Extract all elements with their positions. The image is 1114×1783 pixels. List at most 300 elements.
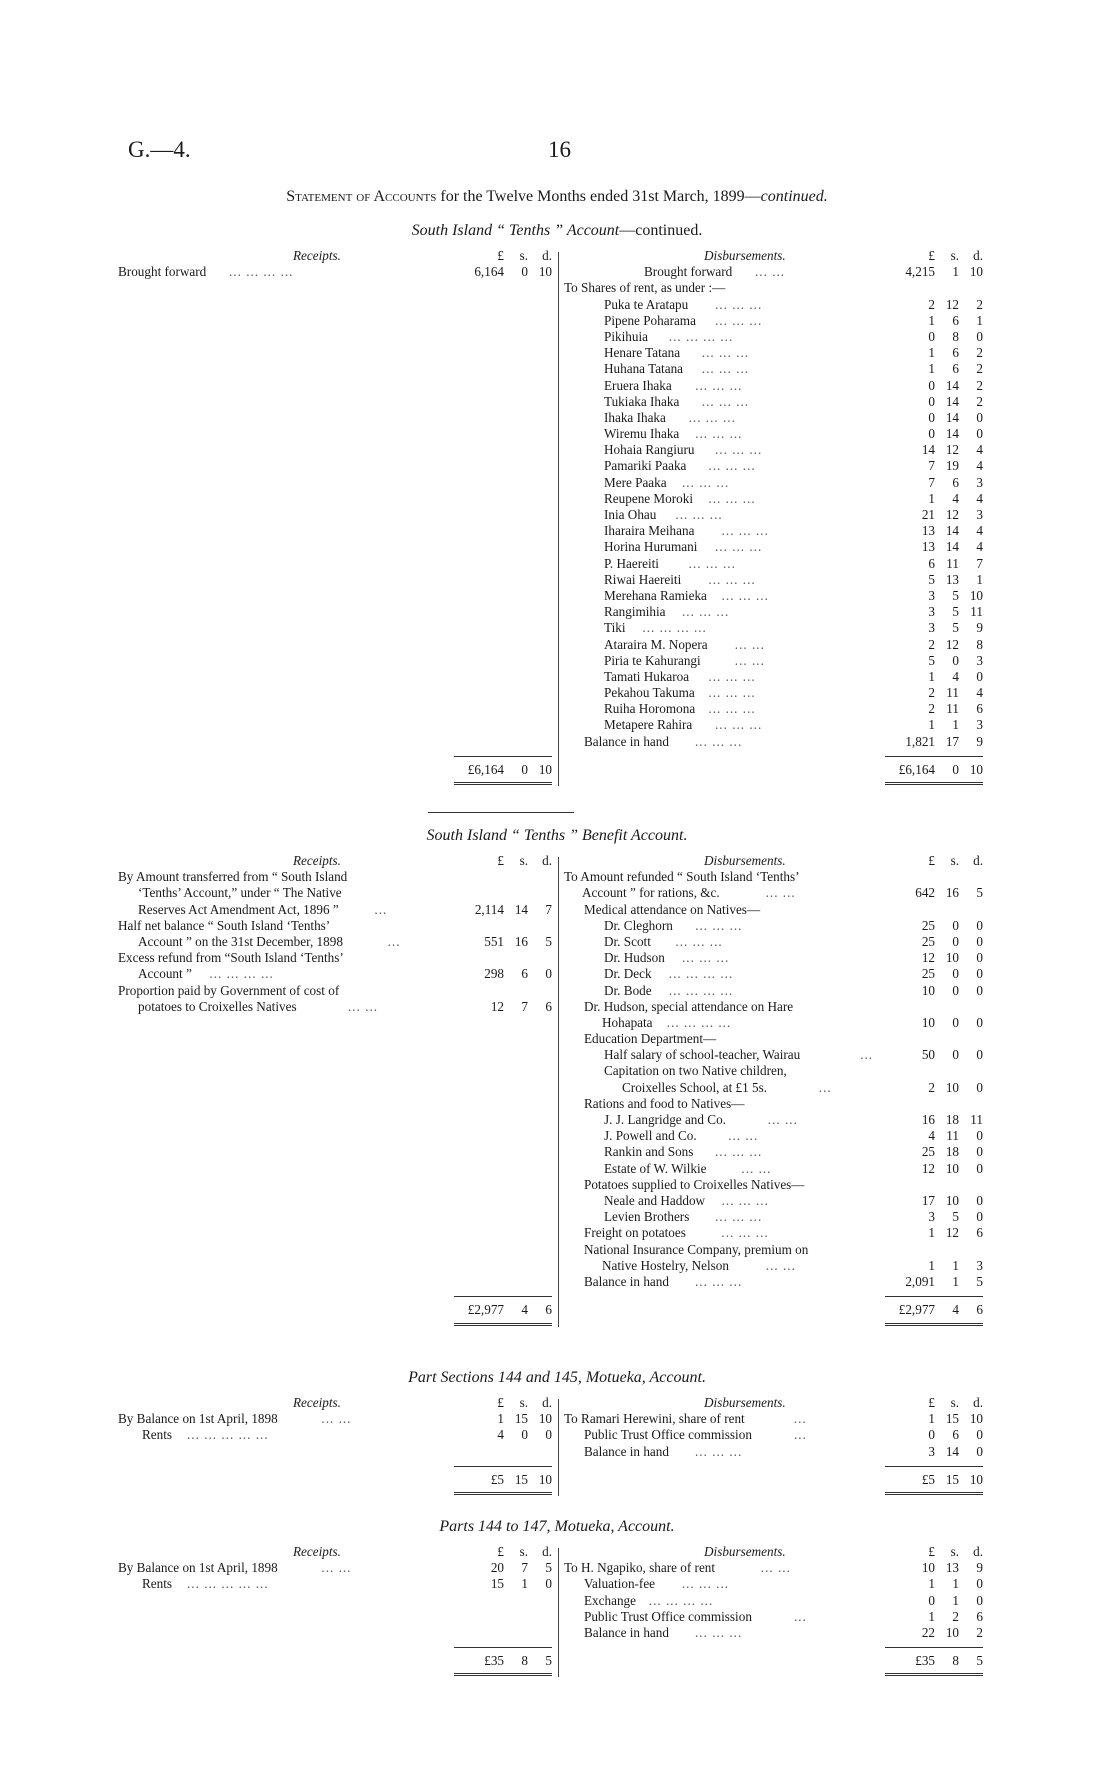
- disbursement-amount-pence: 5: [976, 1273, 983, 1289]
- currency-header-shilling: s.: [950, 1395, 959, 1410]
- disbursement-amount-shillings: 19: [945, 458, 959, 474]
- disbursement-line: [564, 869, 994, 885]
- disbursement-amount-pounds: 25: [921, 933, 935, 949]
- leader-dots: ... ... ... ...: [229, 264, 294, 280]
- disbursement-label: Rations and food to Natives—: [584, 1095, 745, 1111]
- disbursement-amount-shillings: 1: [952, 1273, 959, 1289]
- currency-header-pound: £: [928, 853, 935, 868]
- disbursement-line: [564, 1593, 994, 1609]
- disbursement-line: [564, 458, 994, 474]
- disbursement-amount-pounds: 12: [921, 950, 935, 966]
- leader-dots: ... ...: [734, 636, 765, 652]
- disbursement-amount-shillings: 15: [945, 1411, 959, 1427]
- disbursement-line: [564, 1225, 994, 1241]
- disbursements-total-pounds: £6,164: [898, 762, 935, 778]
- currency-header-pound: £: [928, 248, 935, 263]
- disbursement-label: Merehana Ramieka: [604, 587, 707, 603]
- disbursement-amount-pence: 11: [970, 604, 983, 620]
- disbursement-amount-pence: 4: [976, 539, 983, 555]
- disbursement-label: Exchange: [584, 1592, 636, 1608]
- disbursement-amount-pence: 0: [976, 1144, 983, 1160]
- double-rule: [885, 1673, 983, 1678]
- receipt-amount-pence: 0: [545, 1427, 552, 1443]
- disbursement-amount-shillings: 16: [945, 885, 959, 901]
- disbursement-line: [564, 588, 994, 604]
- section-title-main: South Island “ Tenths ” Account: [411, 222, 620, 239]
- receipt-amount-shillings: 0: [521, 264, 528, 280]
- disbursement-amount-pence: 1: [976, 312, 983, 328]
- total-rule: [454, 1296, 552, 1297]
- disbursement-line: [564, 1209, 994, 1225]
- disbursement-line: [564, 410, 994, 426]
- disbursement-amount-pence: 4: [976, 523, 983, 539]
- disbursement-line: [564, 620, 994, 636]
- disbursement-amount-shillings: 0: [952, 1014, 959, 1030]
- leader-dots: ...: [794, 1427, 807, 1443]
- receipt-amount-pence: 0: [545, 966, 552, 982]
- disbursement-amount-shillings: 10: [945, 950, 959, 966]
- disbursements-total-shillings: 4: [952, 1302, 959, 1318]
- disbursement-amount-shillings: 12: [945, 296, 959, 312]
- disbursement-label: Estate of W. Wilkie: [604, 1160, 707, 1176]
- currency-header-pence: d.: [973, 248, 983, 263]
- receipt-label: Account ” on the 31st December, 1898: [138, 933, 343, 949]
- section-title-main: South Island “ Tenths ” Benefit Account.: [426, 827, 688, 844]
- disbursements-total-row: [564, 1472, 994, 1488]
- receipts-total-pounds: £6,164: [467, 762, 504, 778]
- disbursement-line: [564, 999, 994, 1015]
- disbursement-amount-pounds: 10: [921, 982, 935, 998]
- disbursement-amount-pence: 0: [976, 1047, 983, 1063]
- disbursement-line: [564, 297, 994, 313]
- disbursement-amount-shillings: 4: [952, 490, 959, 506]
- receipts-total-pounds: £2,977: [467, 1302, 504, 1318]
- disbursement-amount-pence: 0: [976, 917, 983, 933]
- disbursement-amount-shillings: 11: [946, 555, 959, 571]
- leader-dots: ... ... ...: [675, 507, 723, 522]
- disbursement-label: Croixelles School, at £1 5s.: [622, 1079, 768, 1095]
- disbursement-line: [564, 1242, 994, 1258]
- disbursement-line: [564, 539, 994, 555]
- disbursement-line: [564, 345, 994, 361]
- disbursement-amount-pounds: 3: [928, 604, 935, 620]
- disbursements-total-row: [564, 762, 994, 778]
- disbursements-label: Disbursements.: [704, 853, 786, 868]
- disbursement-amount-shillings: 12: [945, 1225, 959, 1241]
- currency-header-shilling: s.: [519, 1395, 528, 1410]
- disbursement-amount-pounds: 10: [921, 1014, 935, 1030]
- disbursement-amount-pounds: 0: [928, 328, 935, 344]
- statement-title: [0, 188, 1114, 206]
- disbursement-amount-pounds: 1: [928, 1608, 935, 1624]
- leader-dots: ... ... ...: [695, 1624, 743, 1640]
- disbursement-label: J. J. Langridge and Co.: [604, 1112, 726, 1127]
- disbursements-header-row: [564, 853, 994, 869]
- disbursement-amount-pounds: 3: [928, 587, 935, 603]
- receipt-amount-shillings: 1: [521, 1576, 528, 1592]
- disbursement-amount-pence: 0: [976, 426, 983, 442]
- leader-dots: ... ... ...: [701, 345, 750, 361]
- disbursement-amount-shillings: 12: [945, 442, 959, 458]
- receipt-label: ‘Tenths’ Account,” under “ The Native: [138, 885, 342, 901]
- disbursement-line: [564, 1144, 994, 1160]
- disbursement-label: Henare Tatana: [604, 345, 681, 361]
- disbursement-label: National Insurance Company, premium on: [584, 1241, 809, 1257]
- receipt-amount-pounds: 1: [497, 1411, 504, 1427]
- disbursement-label: Neale and Haddow: [604, 1192, 706, 1208]
- receipt-amount-pounds: 4: [497, 1427, 504, 1443]
- disbursement-label: Puka te Aratapu: [604, 296, 689, 312]
- disbursement-label: Riwai Haereiti: [604, 571, 682, 587]
- double-rule: [454, 1323, 552, 1328]
- disbursement-amount-pence: 0: [976, 1160, 983, 1176]
- disbursement-amount-pounds: 12: [921, 1160, 935, 1176]
- disbursement-line: [564, 1444, 994, 1460]
- double-rule: [885, 1323, 983, 1328]
- disbursement-line: [564, 1031, 994, 1047]
- disbursement-amount-pence: 0: [976, 1209, 983, 1225]
- disbursement-amount-pence: 4: [976, 490, 983, 506]
- receipt-label: Account ”: [138, 966, 192, 982]
- disbursement-label: Huhana Tatana: [604, 361, 684, 377]
- disbursement-label: P. Haereiti: [604, 555, 659, 571]
- receipt-amount-pence: 5: [545, 1560, 552, 1576]
- disbursement-label: Metapere Rahira: [604, 717, 693, 733]
- disbursement-label: Horina Hurumani: [604, 539, 698, 555]
- receipts-total-pounds: £5: [490, 1471, 504, 1487]
- disbursement-amount-pence: 3: [976, 474, 983, 490]
- disbursement-line: [564, 313, 994, 329]
- disbursement-line: [564, 934, 994, 950]
- disbursements-total-pounds: £2,977: [898, 1302, 935, 1318]
- disbursement-label: Account ” for rations, &c.: [582, 885, 720, 901]
- disbursement-amount-pounds: 1,821: [905, 733, 935, 749]
- disbursement-line: [564, 523, 994, 539]
- disbursement-amount-pence: 7: [976, 555, 983, 571]
- disbursement-amount-pence: 1: [976, 571, 983, 587]
- disbursement-amount-pence: 0: [976, 328, 983, 344]
- receipt-line: [118, 950, 553, 966]
- disbursement-label: Iharaira Meihana: [604, 523, 695, 539]
- currency-header-pound: £: [497, 248, 504, 263]
- disbursement-label: Public Trust Office commission: [584, 1427, 752, 1443]
- statement-prefix: Statement of Accounts: [286, 188, 437, 205]
- leader-dots: ... ... ...: [708, 685, 756, 701]
- leader-dots: ... ... ...: [708, 490, 756, 506]
- currency-header-pound: £: [928, 1395, 935, 1410]
- leader-dots: ... ... ...: [715, 312, 763, 328]
- receipts-total-shillings: 0: [521, 762, 528, 778]
- disbursement-label: Rankin and Sons: [604, 1144, 694, 1160]
- disbursements-total-shillings: 0: [952, 762, 959, 778]
- disbursement-amount-pounds: 21: [921, 507, 935, 522]
- leader-dots: ... ... ...: [715, 1144, 763, 1160]
- receipts-column: [118, 248, 553, 778]
- disbursement-amount-pence: 10: [969, 587, 983, 603]
- disbursements-label: Disbursements.: [704, 1544, 786, 1559]
- disbursement-line: [564, 329, 994, 345]
- disbursements-total-pounds: £5: [921, 1471, 935, 1487]
- disbursement-amount-shillings: 14: [945, 426, 959, 442]
- receipts-total-shillings: 15: [514, 1471, 528, 1487]
- receipt-amount-pence: 10: [538, 264, 552, 280]
- currency-header-pound: £: [928, 1544, 935, 1559]
- disbursement-amount-pounds: 1: [928, 490, 935, 506]
- currency-header-pence: d.: [542, 1544, 552, 1559]
- receipts-column: [118, 853, 553, 1318]
- disbursement-amount-pounds: 1: [928, 717, 935, 733]
- disbursement-amount-pounds: 2: [928, 296, 935, 312]
- disbursement-amount-shillings: 0: [952, 966, 959, 982]
- disbursement-label: Dr. Hudson, special attendance on Hare: [584, 998, 794, 1014]
- disbursement-label: Hohaia Rangiuru: [604, 442, 695, 458]
- leader-dots: ... ... ...: [721, 1225, 769, 1241]
- section-title-main: Parts 144 to 147, Motueka, Account.: [439, 1518, 675, 1535]
- disbursement-amount-pence: 0: [976, 982, 983, 998]
- disbursements-label: Disbursements.: [704, 248, 786, 263]
- leader-dots: ... ... ...: [695, 733, 743, 749]
- disbursement-amount-pence: 0: [976, 409, 983, 425]
- leader-dots: ... ...: [755, 264, 786, 280]
- disbursement-amount-pence: 2: [976, 393, 983, 409]
- disbursement-line: [564, 475, 994, 491]
- disbursement-label: Valuation-fee: [584, 1576, 656, 1592]
- disbursement-amount-pence: 10: [969, 264, 983, 280]
- disbursement-label: Capitation on two Native children,: [604, 1063, 787, 1079]
- disbursements-total-pence: 10: [969, 762, 983, 778]
- column-divider: [558, 1548, 559, 1677]
- leader-dots: ... ... ...: [708, 458, 756, 474]
- disbursement-amount-pence: 0: [976, 1079, 983, 1095]
- disbursement-amount-pounds: 2: [928, 701, 935, 717]
- leader-dots: ... ... ...: [688, 555, 736, 571]
- disbursement-line: [564, 1411, 994, 1427]
- leader-dots: ... ... ...: [695, 917, 743, 933]
- disbursement-label: Levien Brothers: [604, 1209, 690, 1225]
- disbursement-amount-pence: 3: [976, 507, 983, 522]
- disbursement-amount-shillings: 2: [952, 1608, 959, 1624]
- leader-dots: ... ... ...: [715, 296, 763, 312]
- disbursement-line: [564, 966, 994, 982]
- leader-dots: ... ... ...: [695, 1273, 743, 1289]
- disbursement-amount-pence: 4: [976, 458, 983, 474]
- receipt-amount-pence: 6: [545, 998, 552, 1014]
- disbursement-label: Education Department—: [584, 1031, 717, 1047]
- disbursement-label: Ruiha Horomona: [604, 701, 696, 717]
- receipt-line: [118, 966, 553, 982]
- disbursement-label: Dr. Cleghorn: [604, 917, 673, 933]
- disbursement-amount-pounds: 13: [921, 523, 935, 539]
- receipt-label: By Balance on 1st April, 1898: [118, 1560, 278, 1576]
- disbursement-amount-pounds: 0: [928, 1592, 935, 1608]
- disbursement-line: [564, 1112, 994, 1128]
- leader-dots: ... ... ... ...: [648, 1592, 714, 1608]
- disbursement-label: Pikihuia: [604, 328, 648, 344]
- receipt-amount-shillings: 6: [521, 966, 528, 982]
- receipt-amount-pounds: 298: [484, 966, 504, 982]
- disbursements-total-shillings: 15: [945, 1471, 959, 1487]
- column-divider: [558, 857, 559, 1327]
- disbursement-label: Wiremu Ihaka: [604, 426, 680, 442]
- currency-header-pound: £: [497, 853, 504, 868]
- receipts-label: Receipts.: [293, 248, 341, 263]
- disbursement-amount-pence: 2: [976, 361, 983, 377]
- currency-header-pence: d.: [973, 1544, 983, 1559]
- receipts-total-row: [118, 1302, 552, 1318]
- total-rule: [454, 1466, 552, 1467]
- leader-dots: ... ...: [760, 1560, 791, 1576]
- disbursement-line: [564, 1274, 994, 1290]
- disbursement-line: [564, 685, 994, 701]
- receipts-header-row: [118, 1395, 553, 1411]
- disbursement-amount-pence: 0: [976, 1192, 983, 1208]
- disbursements-total-row: [564, 1302, 994, 1318]
- disbursement-label: Half salary of school-teacher, Wairau: [604, 1047, 801, 1063]
- leader-dots: ...: [387, 933, 401, 949]
- leader-dots: ...: [374, 901, 388, 917]
- total-rule: [454, 756, 552, 757]
- leader-dots: ... ... ...: [715, 1209, 763, 1225]
- disbursement-amount-pounds: 4: [928, 1128, 935, 1144]
- receipt-label: By Amount transferred from “ South Island: [118, 869, 348, 885]
- disbursement-amount-pounds: 1: [928, 345, 935, 361]
- disbursements-total-pence: 10: [969, 1471, 983, 1487]
- disbursements-column: [564, 853, 994, 1318]
- receipt-line: [118, 869, 553, 885]
- disbursement-label: Public Trust Office commission: [584, 1608, 752, 1624]
- disbursement-amount-pounds: 1: [928, 1576, 935, 1592]
- leader-dots: ... ... ...: [701, 361, 750, 377]
- disbursement-amount-shillings: 12: [945, 507, 959, 522]
- disbursement-amount-shillings: 0: [952, 917, 959, 933]
- receipt-amount-shillings: 16: [514, 933, 528, 949]
- receipt-line: [118, 902, 553, 918]
- disbursement-line: [564, 1427, 994, 1443]
- receipt-label: Reserves Act Amendment Act, 1896 ”: [138, 901, 339, 917]
- leader-dots: ... ... ...: [682, 604, 730, 620]
- receipt-label: potatoes to Croixelles Natives: [138, 998, 297, 1014]
- receipt-line: [118, 1560, 553, 1576]
- disbursement-line: [564, 556, 994, 572]
- disbursement-label: Medical attendance on Natives—: [584, 901, 761, 917]
- disbursement-amount-shillings: 6: [952, 361, 959, 377]
- disbursement-amount-shillings: 10: [945, 1079, 959, 1095]
- disbursement-amount-shillings: 14: [945, 523, 959, 539]
- disbursement-amount-pence: 6: [976, 701, 983, 717]
- disbursement-amount-pounds: 7: [928, 458, 935, 474]
- currency-header-shilling: s.: [519, 248, 528, 263]
- receipt-line: [118, 983, 553, 999]
- leader-dots: ... ...: [765, 885, 796, 901]
- disbursement-label: Mere Paaka: [604, 474, 667, 490]
- receipts-total-pence: 10: [538, 762, 552, 778]
- disbursement-amount-shillings: 11: [946, 701, 959, 717]
- disbursement-label: Dr. Bode: [604, 982, 652, 998]
- leader-dots: ... ... ...: [695, 377, 743, 393]
- disbursement-amount-shillings: 13: [945, 1560, 959, 1576]
- leader-dots: ...: [793, 1411, 807, 1427]
- disbursement-amount-pounds: 13: [921, 539, 935, 555]
- receipt-amount-pounds: 20: [490, 1560, 504, 1576]
- receipt-line: [118, 918, 553, 934]
- disbursement-amount-shillings: 0: [952, 1047, 959, 1063]
- leader-dots: ... ... ... ...: [668, 982, 734, 998]
- disbursement-line: [564, 1258, 994, 1274]
- disbursement-amount-pence: 0: [976, 668, 983, 684]
- total-rule: [885, 1466, 983, 1467]
- receipts-total-shillings: 8: [521, 1653, 528, 1669]
- total-rule: [885, 756, 983, 757]
- disbursement-label: Pamariki Paaka: [604, 458, 687, 474]
- disbursement-amount-shillings: 6: [952, 312, 959, 328]
- disbursement-amount-pence: 0: [976, 966, 983, 982]
- disbursements-total-pence: 5: [976, 1653, 983, 1669]
- disbursement-label: To Shares of rent, as under :—: [564, 280, 726, 296]
- disbursement-amount-shillings: 5: [952, 604, 959, 620]
- receipts-label: Receipts.: [293, 853, 341, 868]
- disbursement-amount-pounds: 14: [921, 442, 935, 458]
- disbursement-amount-pence: 0: [976, 1592, 983, 1608]
- section-title: [0, 1369, 1114, 1387]
- disbursement-amount-pounds: 5: [928, 652, 935, 668]
- disbursements-total-pence: 6: [976, 1302, 983, 1318]
- disbursement-label: Ataraira M. Nopera: [604, 636, 708, 652]
- receipt-amount-pence: 7: [545, 901, 552, 917]
- leader-dots: ... ... ...: [695, 426, 743, 442]
- disbursement-amount-shillings: 14: [945, 1443, 959, 1459]
- disbursement-amount-pence: 3: [976, 1257, 983, 1273]
- section-separator: [428, 812, 574, 813]
- disbursement-line: [564, 378, 994, 394]
- receipt-line: [118, 264, 553, 280]
- disbursement-amount-pence: 9: [976, 620, 983, 636]
- disbursement-amount-shillings: 10: [945, 1624, 959, 1640]
- leader-dots: ... ... ... ... ...: [187, 1427, 269, 1443]
- receipts-total-pence: 10: [538, 1471, 552, 1487]
- leader-dots: ... ... ...: [675, 933, 723, 949]
- disbursement-line: [564, 637, 994, 653]
- disbursement-line: [564, 918, 994, 934]
- disbursement-amount-shillings: 10: [945, 1192, 959, 1208]
- disbursement-line: [564, 701, 994, 717]
- disbursements-header-row: [564, 1544, 994, 1560]
- leader-dots: ... ... ...: [708, 701, 756, 717]
- disbursement-amount-pence: 10: [969, 1411, 983, 1427]
- disbursement-label: Rangimihia: [604, 604, 666, 620]
- currency-header-shilling: s.: [519, 853, 528, 868]
- disbursement-amount-pounds: 1: [928, 1411, 935, 1427]
- receipt-amount-shillings: 15: [514, 1411, 528, 1427]
- currency-header-pence: d.: [973, 1395, 983, 1410]
- disbursement-line: [564, 1047, 994, 1063]
- currency-header-pence: d.: [973, 853, 983, 868]
- disbursement-line: [564, 717, 994, 733]
- double-rule: [885, 1492, 983, 1497]
- disbursement-amount-pence: 2: [976, 345, 983, 361]
- leader-dots: ... ...: [741, 1160, 772, 1176]
- currency-header-pence: d.: [542, 248, 552, 263]
- disbursement-amount-shillings: 5: [952, 587, 959, 603]
- currency-header-pound: £: [497, 1395, 504, 1410]
- disbursement-line: [564, 1177, 994, 1193]
- disbursement-amount-shillings: 6: [952, 1427, 959, 1443]
- disbursement-line: [564, 669, 994, 685]
- receipt-amount-pence: 5: [545, 933, 552, 949]
- disbursement-line: [564, 361, 994, 377]
- leader-dots: ...: [818, 1079, 832, 1095]
- disbursement-amount-shillings: 0: [952, 982, 959, 998]
- disbursement-amount-shillings: 14: [945, 409, 959, 425]
